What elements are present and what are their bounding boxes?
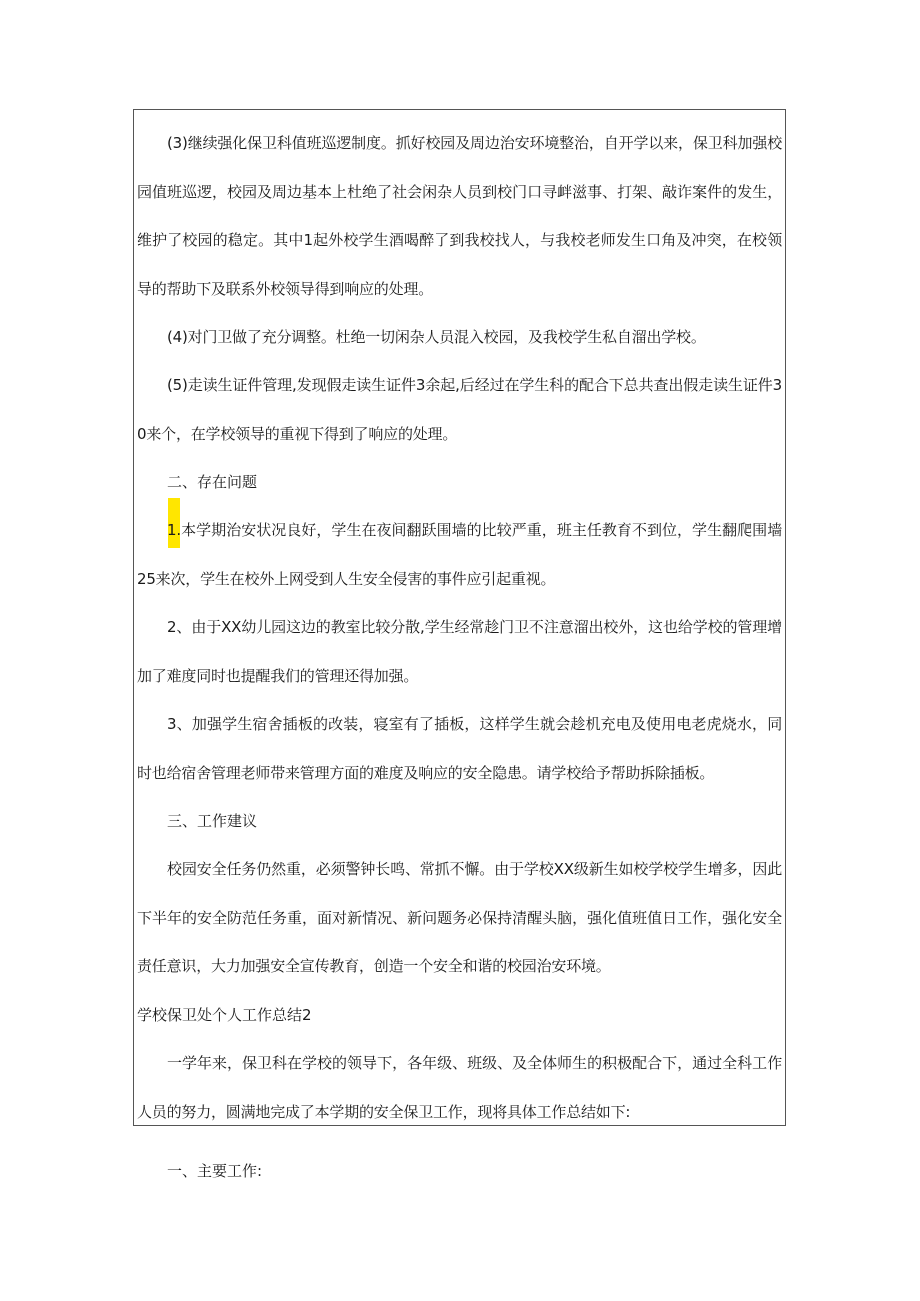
heading-suggestions: 三、工作建议 [167, 812, 258, 830]
paragraph-problem-3: 3、加强学生宿舍插板的改装，寝室有了插板，这样学生就会趁机充电及使用电老虎烧水，同时也给宿舍管理老师带来管理方面的难度及响应的安全隐患。请学校给予帮助拆除插板。 [137, 715, 782, 782]
paragraph-patrol: (3)继续强化保卫科值班巡逻制度。抓好校园及周边治安环境整治，自开学以来，保卫科加强校园值班巡逻，校园及周边基本上杜绝了社会闲杂人员到校门口寻衅滋事、打架、敲诈案件的发生，维护了校园的稳定。其中1起外校学生酒喝醉了到我校找人，与我校老师发生口角及冲突，在校领导的帮助下及联系外校领导得到响应的处理。 [137, 134, 782, 298]
paragraph-gatekeeper: (4)对门卫做了充分调整。杜绝一切闲杂人员混入校园，及我校学生私自溜出学校。 [167, 328, 706, 346]
paragraph-suggestion: 校园安全任务仍然重，必须警钟长鸣、常抓不懈。由于学校XX级新生如校学校学生增多，因此下半年的安全防范任务重，面对新情况、新问题务必保持清醒头脑，强化值班值日工作，强化安全责任意识，大力加强安全宣传教育，创造一个安全和谐的校园治安环境。 [137, 860, 782, 975]
paragraph-problem-2: 2、由于XX幼儿园这边的教室比较分散,学生经常趁门卫不注意溜出校外，这也给学校的管理增加了难度同时也提醒我们的管理还得加强。 [137, 618, 782, 685]
problem-1-text: 本学期治安状况良好，学生在夜间翻跃围墙的比较严重，班主任教育不到位，学生翻爬围墙25来次，学生在校外上网受到人生安全侵害的事件应引起重视。 [137, 521, 782, 588]
problem-1-number: 1. [167, 521, 181, 539]
paragraph-intro-2: 一学年来，保卫科在学校的领导下，各年级、班级、及全体师生的积极配合下，通过全科工作人员的努力，圆满地完成了本学期的安全保卫工作，现将具体工作总结如下: [137, 1054, 782, 1121]
paragraph-problem-1 [133, 506, 786, 603]
heading-main-work: 一、主要工作: [167, 1162, 263, 1180]
heading-problems: 二、存在问题 [167, 473, 258, 491]
paragraph-day-student-pass: (5)走读生证件管理,发现假走读生证件3余起,后经过在学生科的配合下总共查出假走读生证件30来个，在学校领导的重视下得到了响应的处理。 [137, 376, 782, 443]
section-title-2: 学校保卫处个人工作总结2 [137, 1006, 312, 1024]
